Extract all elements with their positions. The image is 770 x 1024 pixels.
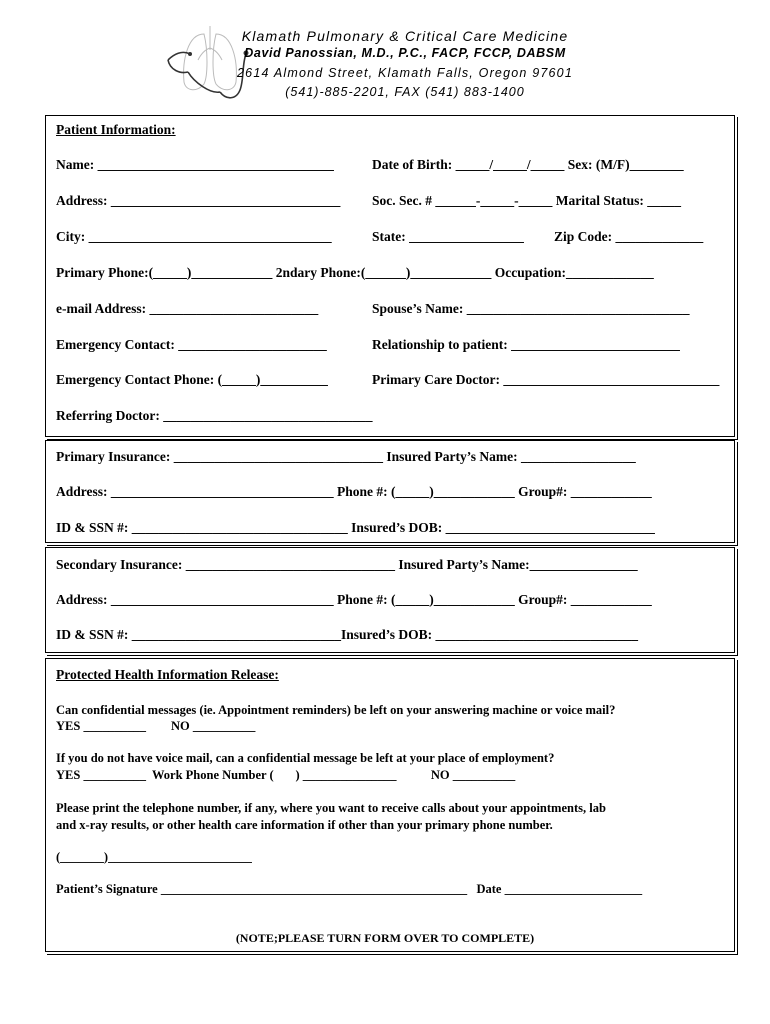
phones-occupation-field[interactable]: Primary Phone:(_____)____________ 2ndary Phone:(______)____________ Occupation:_____________ xyxy=(56,265,654,280)
practice-phones: (541)-885-2201, FAX (541) 883-1400 xyxy=(285,85,525,99)
turn-over-note: (NOTE;PLEASE TURN FORM OVER TO COMPLETE) xyxy=(235,931,535,945)
alternate-number-question-2: and x-ray results, or other health care information if other than your primary phone number. xyxy=(56,818,553,832)
employment-answer-field[interactable]: YES __________ Work Phone Number ( ) _______________ NO __________ xyxy=(56,768,516,782)
voicemail-question: Can confidential messages (ie. Appointment reminders) be left on your answering machine or voice mail? xyxy=(56,703,616,717)
voicemail-answer-field[interactable]: YES __________ NO __________ xyxy=(56,719,256,733)
dob-sex-field[interactable]: Date of Birth: _____/_____/_____ Sex: (M/F)________ xyxy=(372,157,684,172)
email-field[interactable]: e-mail Address: _________________________ xyxy=(56,301,319,316)
emergency-contact-field[interactable]: Emergency Contact: ______________________ xyxy=(56,337,327,352)
primary-insurance-field[interactable]: Primary Insurance: _______________________________ Insured Party’s Name: _________________ xyxy=(56,449,636,464)
alternate-number-field[interactable]: (_______)_______________________ xyxy=(56,850,252,864)
doctor-credentials: David Panossian, M.D., P.C., FACP, FCCP, DABSM xyxy=(244,46,566,60)
practice-name: Klamath Pulmonary & Critical Care Medicine xyxy=(241,28,569,44)
practice-address: 2614 Almond Street, Klamath Falls, Oregon 97601 xyxy=(237,66,573,80)
secondary-insurance-id-field[interactable]: ID & SSN #: _______________________________Insured’s DOB: ______________________________ xyxy=(56,627,639,642)
state-field[interactable]: State: _________________ xyxy=(372,229,524,244)
address-field[interactable]: Address: __________________________________ xyxy=(56,193,341,208)
referring-doctor-field[interactable]: Referring Doctor: _______________________________ xyxy=(56,408,373,423)
employment-question: If you do not have voice mail, can a confidential message be left at your place of employment? xyxy=(56,751,555,765)
patient-information-title: Patient Information: xyxy=(56,122,176,137)
alternate-number-question-1: Please print the telephone number, if any, where you want to receive calls about your appointments, lab xyxy=(56,801,606,815)
emergency-phone-field[interactable]: Emergency Contact Phone: (_____)__________ xyxy=(56,372,328,387)
zip-field[interactable]: Zip Code: _____________ xyxy=(554,229,704,244)
secondary-insurance-field[interactable]: Secondary Insurance: _______________________________ Insured Party’s Name:________________ xyxy=(56,557,638,572)
city-field[interactable]: City: ____________________________________ xyxy=(56,229,332,244)
primary-insurance-address-field[interactable]: Address: _________________________________ Phone #: (_____)____________ Group#: ____________ xyxy=(56,484,652,499)
ssn-marital-field[interactable]: Soc. Sec. # ______-_____-_____ Marital Status: _____ xyxy=(372,193,681,208)
secondary-insurance-address-field[interactable]: Address: _________________________________ Phone #: (_____)____________ Group#: ____________ xyxy=(56,592,652,607)
relationship-field[interactable]: Relationship to patient: _________________________ xyxy=(372,337,680,352)
phi-release-title: Protected Health Information Release: xyxy=(56,667,279,682)
spouse-name-field[interactable]: Spouse’s Name: _________________________________ xyxy=(372,301,690,316)
primary-insurance-id-field[interactable]: ID & SSN #: ________________________________ Insured’s DOB: _______________________________ xyxy=(56,520,655,535)
signature-date-field[interactable]: Patient’s Signature _________________________________________________ Date ______________________ xyxy=(56,882,643,896)
name-field[interactable]: Name: ___________________________________ xyxy=(56,157,334,172)
primary-care-doctor-field[interactable]: Primary Care Doctor: ________________________________ xyxy=(372,372,720,387)
